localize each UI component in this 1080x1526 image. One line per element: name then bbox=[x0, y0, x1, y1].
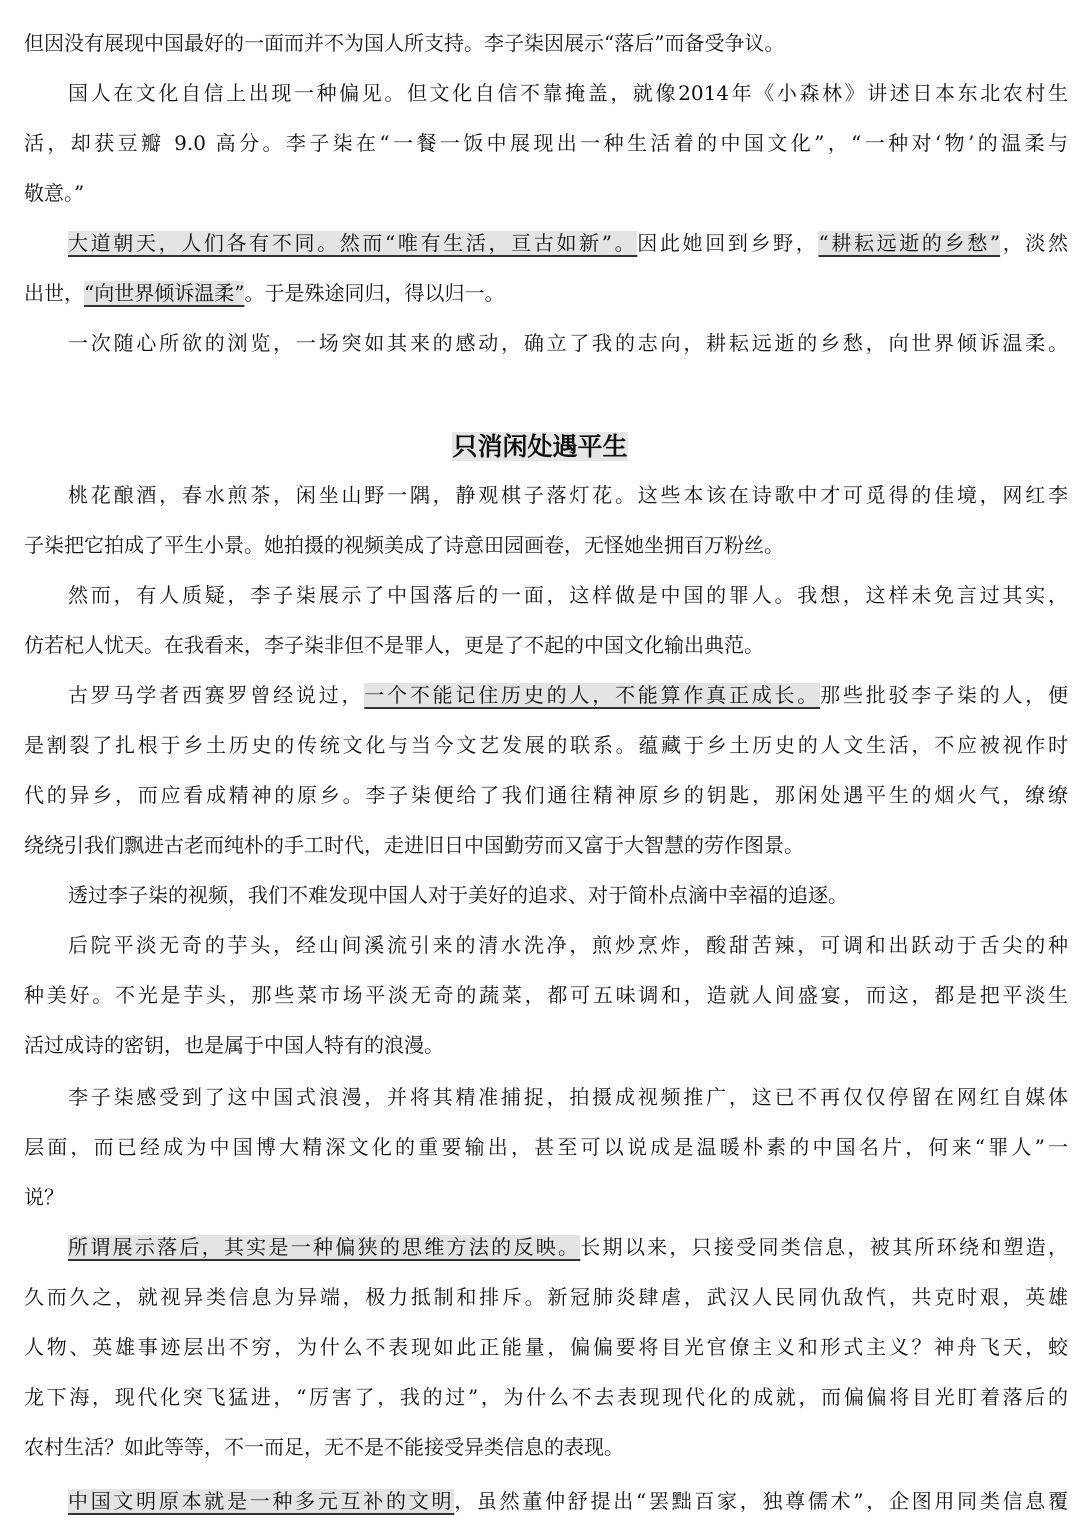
text-line bbox=[24, 720, 1068, 770]
text-line bbox=[24, 1172, 1068, 1222]
text-line bbox=[24, 18, 1068, 68]
highlighted-text: “向世界倾诉温柔” bbox=[84, 281, 245, 305]
text-segment: 敬意。” bbox=[24, 181, 85, 205]
text-line bbox=[24, 268, 1068, 318]
text-line bbox=[24, 1122, 1068, 1172]
text-line bbox=[68, 670, 1068, 720]
text-segment: 透过李子柒的视频，我们不难发现中国人对于美好的追求、对于简朴点滴中幸福的追逐。 bbox=[68, 883, 848, 907]
text-segment: 子柒把它拍成了平生小景。她拍摄的视频美成了诗意田园画卷，无怪她坐拥百万粉丝。 bbox=[24, 533, 784, 557]
text-line bbox=[68, 1222, 1068, 1272]
text-segment: 代的异乡，而应看成精神的原乡。李子柒便给了我们通往精神原乡的钥匙，那闲处遇平生的烟火气，缭缭 bbox=[24, 783, 1068, 807]
section-heading bbox=[0, 422, 1080, 472]
text-segment: 绕绕引我们飘进古老而纯朴的手工时代，走进旧日中国勤劳而又富于大智慧的劳作图景。 bbox=[24, 833, 804, 857]
text-segment: 种美好。不光是芋头，那些菜市场平淡无奇的蔬菜，都可五味调和，造就人间盛宴，而这，都是把平淡生 bbox=[24, 983, 1068, 1007]
text-segment: 国人在文化自信上出现一种偏见。但文化自信不靠掩盖，就像2014年《小森林》讲述日本东北农村生 bbox=[68, 81, 1068, 105]
text-line bbox=[24, 1372, 1068, 1422]
text-line bbox=[68, 1476, 1068, 1526]
highlighted-text: “耕耘远逝的乡愁” bbox=[818, 231, 1001, 255]
text-line bbox=[68, 470, 1068, 520]
text-line bbox=[24, 1322, 1068, 1372]
text-line bbox=[68, 570, 1068, 620]
text-segment: 活，却获豆瓣 9.0 高分。李子柒在“一餐一饭中展现出一种生活着的中国文化”，“一种对‘物’的温柔与 bbox=[24, 131, 1068, 155]
text-line bbox=[24, 770, 1068, 820]
text-line bbox=[68, 318, 1068, 368]
text-segment: 桃花酿酒，春水煎茶，闲坐山野一隅，静观棋子落灯花。这些本该在诗歌中才可觅得的佳境，网红李 bbox=[68, 483, 1068, 507]
text-line bbox=[24, 820, 1068, 870]
text-segment: 古罗马学者西赛罗曾经说过， bbox=[68, 683, 365, 707]
text-line bbox=[24, 520, 1068, 570]
text-line bbox=[24, 1272, 1068, 1322]
text-segment: 后院平淡无奇的芋头，经山间溪流引来的清水洗净，煎炒烹炸，酸甜苦辣，可调和出跃动于舌尖的种 bbox=[68, 933, 1068, 957]
text-line bbox=[68, 870, 1068, 920]
highlighted-text: 一个不能记住历史的人，不能算作真正成长。 bbox=[364, 683, 821, 707]
text-line bbox=[24, 1422, 1068, 1472]
highlighted-text: 中国文明原本就是一种多元互补的文明 bbox=[68, 1489, 455, 1513]
text-segment: 是割裂了扎根于乡土历史的传统文化与当今文艺发展的联系。蕴藏于乡土历史的人文生活，不应被视作时 bbox=[24, 733, 1068, 757]
text-segment: 因此她回到乡野， bbox=[637, 231, 819, 255]
text-segment: 人物、英雄事迹层出不穷，为什么不表现如此正能量，偏偏要将目光官僚主义和形式主义？神舟飞天，蛟 bbox=[24, 1335, 1068, 1359]
text-segment: 。于是殊途同归，得以归一。 bbox=[244, 281, 505, 305]
text-line bbox=[68, 1072, 1068, 1122]
text-segment: 活过成诗的密钥，也是属于中国人特有的浪漫。 bbox=[24, 1033, 444, 1057]
text-line bbox=[68, 68, 1068, 118]
highlighted-text: 大道朝天，人们各有不同。然而“唯有生活，亘古如新”。 bbox=[68, 231, 638, 255]
text-segment: ，虽然董仲舒提出“罢黜百家，独尊儒术”，企图用同类信息覆 bbox=[454, 1489, 1068, 1513]
text-segment: 然而，有人质疑，李子柒展示了中国落后的一面，这样做是中国的罪人。我想，这样未免言过其实， bbox=[68, 583, 1068, 607]
text-line bbox=[24, 1020, 1068, 1070]
text-segment: 出世， bbox=[24, 281, 84, 305]
text-segment: 但因没有展现中国最好的一面而并不为国人所支持。李子柒因展示“落后”而备受争议。 bbox=[24, 31, 785, 55]
text-line bbox=[24, 118, 1068, 168]
text-segment: 久而久之，就视异类信息为异端，极力抵制和排斥。新冠肺炎肆虐，武汉人民同仇敌忾，共克时艰，英雄 bbox=[24, 1285, 1068, 1309]
text-line bbox=[68, 920, 1068, 970]
text-line bbox=[24, 168, 1068, 218]
text-segment: 长期以来，只接受同类信息，被其所环绕和塑造， bbox=[580, 1235, 1068, 1259]
text-segment: 一次随心所欲的浏览，一场突如其来的感动，确立了我的志向，耕耘远逝的乡愁，向世界倾诉温柔。 bbox=[68, 331, 1068, 355]
text-line bbox=[24, 620, 1068, 670]
text-line bbox=[68, 218, 1068, 268]
section-heading-text: 只消闲处遇平生 bbox=[452, 432, 628, 461]
text-segment: 说？ bbox=[24, 1185, 64, 1209]
text-line bbox=[24, 970, 1068, 1020]
text-segment: 农村生活？如此等等，不一而足，无不是不能接受异类信息的表现。 bbox=[24, 1435, 624, 1459]
text-segment: 那些批驳李子柒的人，便 bbox=[820, 683, 1068, 707]
text-segment: ，淡然 bbox=[1000, 231, 1068, 255]
text-segment: 仿若杞人忧天。在我看来，李子柒非但不是罪人，更是了不起的中国文化输出典范。 bbox=[24, 633, 764, 657]
text-segment: 李子柒感受到了这中国式浪漫，并将其精准捕捉，拍摄成视频推广，这已不再仅仅停留在网红自媒体 bbox=[68, 1085, 1068, 1109]
text-segment: 层面，而已经成为中国博大精深文化的重要输出，甚至可以说成是温暖朴素的中国名片，何来“罪人”一 bbox=[24, 1135, 1068, 1159]
text-segment: 龙下海，现代化突飞猛进，“厉害了，我的过”，为什么不去表现现代化的成就，而偏偏将目光盯着落后的 bbox=[24, 1385, 1068, 1409]
highlighted-text: 所谓展示落后，其实是一种偏狭的思维方法的反映。 bbox=[68, 1235, 581, 1259]
